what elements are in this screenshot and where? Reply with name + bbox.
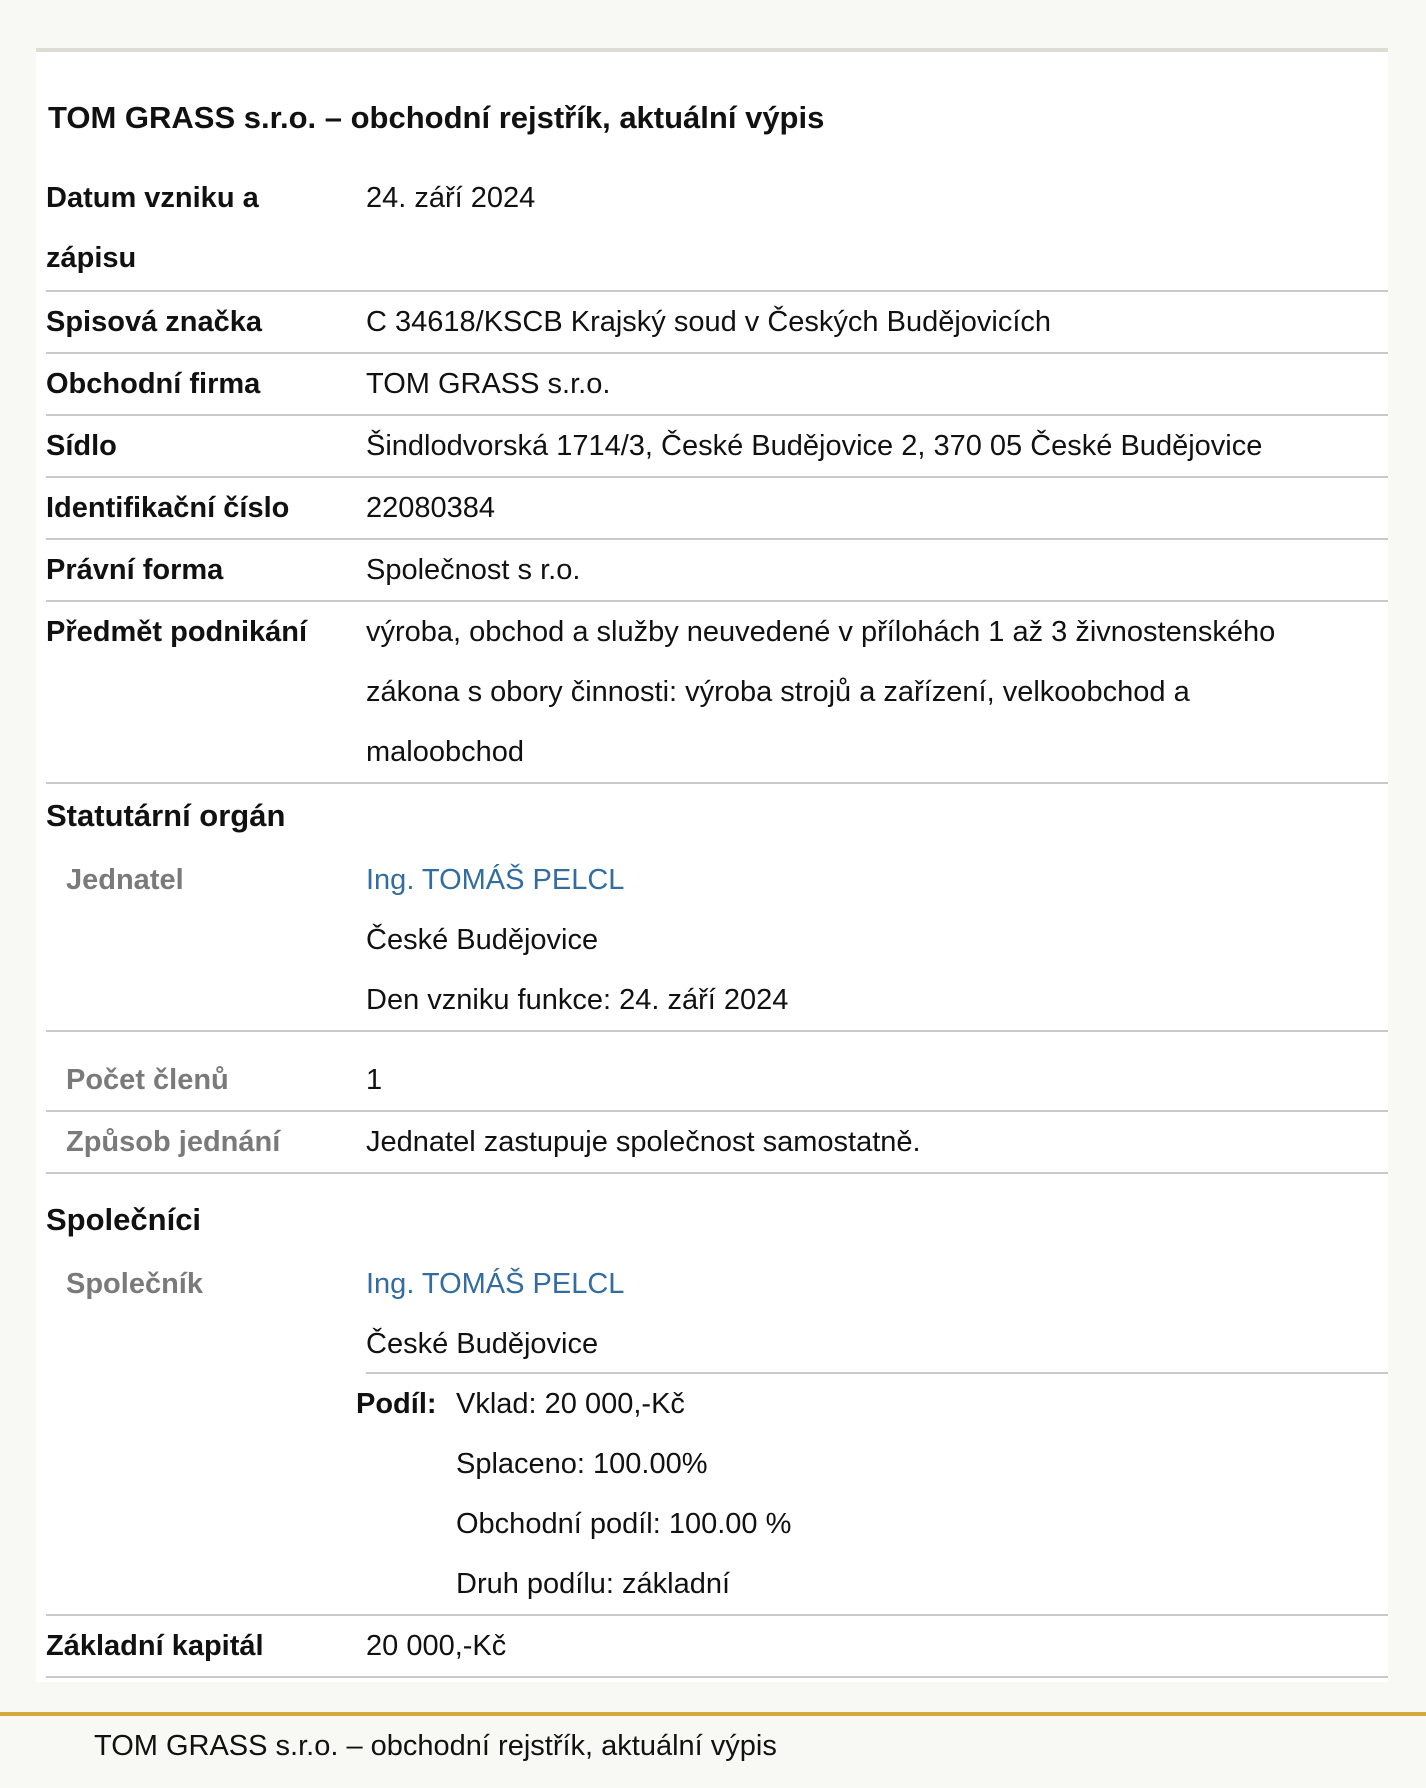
row-sidlo (46, 416, 1388, 478)
row-pocet-clenu (46, 1050, 1388, 1112)
podil-vklad: Vklad: 20 000,-Kč (456, 1388, 685, 1420)
value-spolecnik (366, 1254, 1388, 1374)
value-pocet-clenu: 1 (366, 1064, 383, 1096)
label-spisova-znacka: Spisová značka (46, 306, 262, 338)
value-zpusob-jednani: Jednatel zastupuje společnost samostatně. (366, 1126, 921, 1158)
row-identifikacni-cislo (46, 478, 1388, 540)
row-jednatel (46, 850, 1388, 1032)
jednatel-name-link[interactable]: Ing. TOMÁŠ PELCL (366, 864, 625, 896)
value-spisova-znacka: C 34618/KSCB Krajský soud v Českých Budějovicích (366, 306, 1052, 338)
label-pravni-forma: Právní forma (46, 554, 224, 586)
podil-splaceno: Splaceno: 100.00% (456, 1448, 708, 1480)
row-spolecnik (46, 1254, 1388, 1374)
label-zakladni-kapital: Základní kapitál (46, 1630, 264, 1662)
label-obchodni-firma: Obchodní firma (46, 368, 261, 400)
value-podil (456, 1374, 791, 1614)
podil-obchodni: Obchodní podíl: 100.00 % (456, 1508, 792, 1540)
label-line: zápisu (46, 242, 137, 274)
row-spisova-znacka (46, 292, 1388, 354)
label-identifikacni-cislo: Identifikační číslo (46, 492, 290, 524)
footer-title: TOM GRASS s.r.o. – obchodní rejstřík, aktuální výpis (94, 1730, 777, 1762)
label-pocet-clenu: Počet členů (66, 1064, 229, 1096)
value-jednatel (366, 850, 1388, 1030)
label-spolecnik: Společník (66, 1268, 203, 1300)
spolecnik-city: České Budějovice (366, 1328, 599, 1360)
spolecnik-name-link[interactable]: Ing. TOMÁŠ PELCL (366, 1268, 625, 1300)
value-line: maloobchod (366, 736, 524, 768)
value-line: zákona s obory činnosti: výroba strojů a zařízení, velkoobchod a (366, 676, 1190, 708)
row-predmet-podnikani (46, 602, 1388, 784)
section-heading-spolecnici: Společníci (46, 1202, 202, 1237)
label-jednatel: Jednatel (66, 864, 184, 896)
row-pravni-forma (46, 540, 1388, 602)
footer-bar (0, 1712, 1426, 1788)
register-card (36, 48, 1388, 1682)
label-line: Datum vzniku a (46, 182, 259, 214)
label-predmet-podnikani: Předmět podnikání (46, 616, 308, 648)
row-zakladni-kapital (46, 1616, 1388, 1678)
value-pravni-forma: Společnost s r.o. (366, 554, 581, 586)
value-datum-vzniku: 24. září 2024 (366, 182, 536, 214)
row-datum-vzniku (46, 168, 1388, 292)
label-podil: Podíl: (356, 1388, 437, 1420)
row-zpusob-jednani (46, 1112, 1388, 1174)
podil-druh: Druh podílu: základní (456, 1568, 731, 1600)
jednatel-since: Den vzniku funkce: 24. září 2024 (366, 984, 789, 1016)
section-heading-statutarni-organ: Statutární orgán (46, 798, 286, 833)
label-datum-vzniku (46, 168, 346, 288)
value-obchodni-firma: TOM GRASS s.r.o. (366, 368, 611, 400)
label-sidlo: Sídlo (46, 430, 117, 462)
value-sidlo: Šindlodvorská 1714/3, České Budějovice 2, 370 05 České Budějovice (366, 430, 1263, 462)
row-obchodni-firma (46, 354, 1388, 416)
value-line: výroba, obchod a služby neuvedené v přílohách 1 až 3 živnostenského (366, 616, 1276, 648)
jednatel-city: České Budějovice (366, 924, 599, 956)
label-zpusob-jednani: Způsob jednání (66, 1126, 281, 1158)
page-title: TOM GRASS s.r.o. – obchodní rejstřík, aktuální výpis (48, 100, 825, 135)
value-identifikacni-cislo: 22080384 (366, 492, 496, 524)
value-zakladni-kapital: 20 000,-Kč (366, 1630, 507, 1662)
value-predmet-podnikani (366, 602, 1388, 782)
